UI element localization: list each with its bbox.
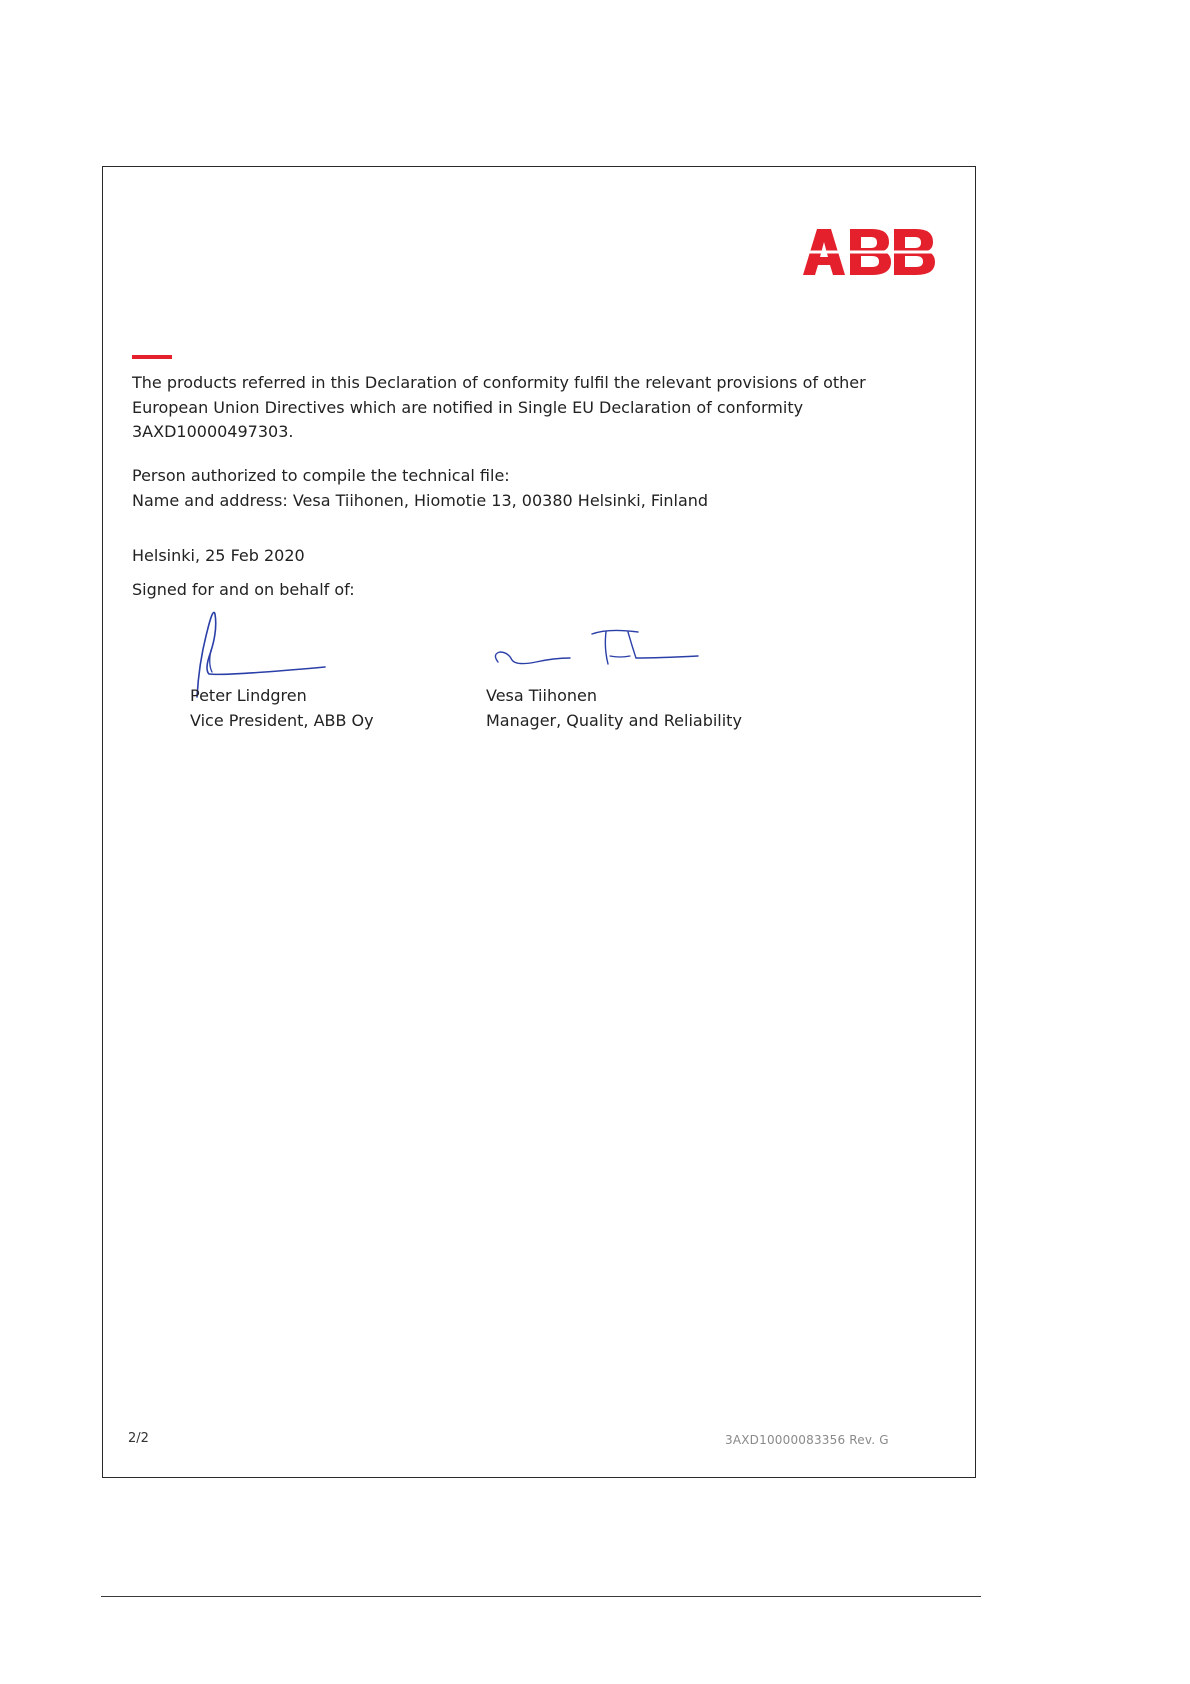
signatory-right-name: Vesa Tiihonen bbox=[486, 686, 597, 705]
signed-for-label: Signed for and on behalf of: bbox=[132, 580, 355, 599]
conformity-line-1: The products referred in this Declaration of conformity fulfil the relevant provisions of other bbox=[132, 373, 866, 392]
document-page bbox=[102, 166, 976, 1478]
signatory-left bbox=[190, 684, 374, 733]
technical-file-line-1: Person authorized to compile the technical file: bbox=[132, 466, 510, 485]
conformity-paragraph bbox=[132, 371, 866, 445]
signatory-right-title: Manager, Quality and Reliability bbox=[486, 710, 742, 730]
technical-file-paragraph bbox=[132, 464, 708, 513]
bottom-divider bbox=[101, 1596, 981, 1597]
signatory-left-name: Peter Lindgren bbox=[190, 686, 307, 705]
technical-file-line-2: Name and address: Vesa Tiihonen, Hiomotie 13, 00380 Helsinki, Finland bbox=[132, 490, 709, 510]
accent-bar bbox=[132, 355, 172, 359]
abb-logo bbox=[800, 222, 938, 282]
signatory-right bbox=[486, 684, 742, 733]
page-number: 2/2 bbox=[128, 1431, 149, 1446]
signatory-left-title: Vice President, ABB Oy bbox=[190, 710, 374, 730]
signature-vesa-tiihonen bbox=[488, 618, 718, 678]
conformity-line-2: European Union Directives which are notified in Single EU Declaration of conformity bbox=[132, 397, 804, 417]
document-reference: 3AXD10000083356 Rev. G bbox=[725, 1433, 889, 1447]
conformity-line-3: 3AXD10000497303. bbox=[132, 422, 294, 441]
place-and-date: Helsinki, 25 Feb 2020 bbox=[132, 546, 305, 565]
